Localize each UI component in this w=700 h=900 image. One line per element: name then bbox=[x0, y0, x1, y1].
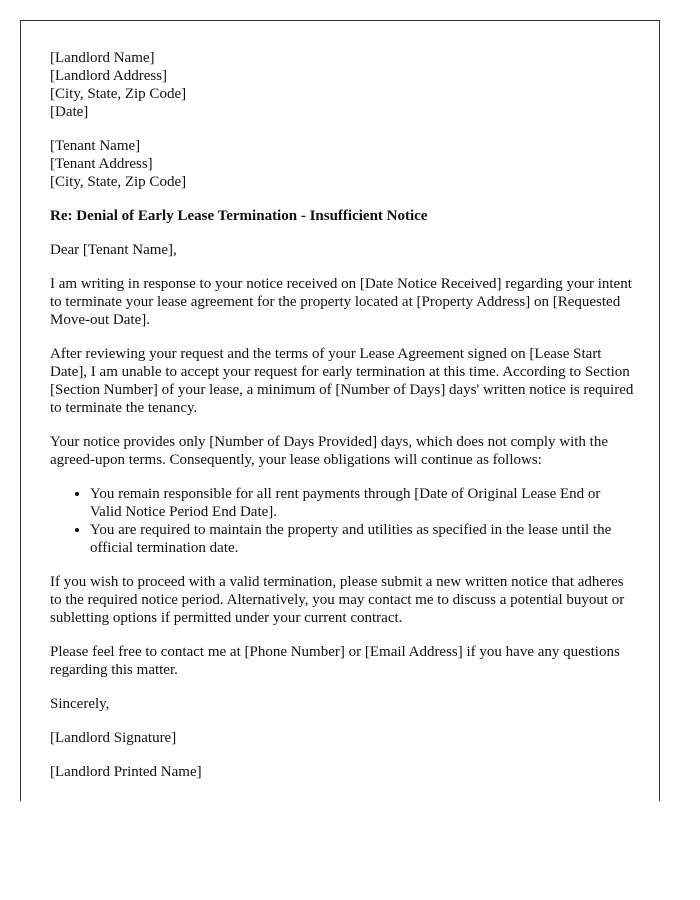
closing-paragraph-1: If you wish to proceed with a valid termination, please submit a new written notice that adheres to the required notice period. Alternatively, you may contact me to discuss a potential buyout or subletting options if permitted under your current contract. bbox=[50, 574, 625, 626]
sender-city-state-zip: [City, State, Zip Code] bbox=[50, 86, 187, 102]
recipient-name: [Tenant Name] bbox=[50, 138, 141, 154]
obligations-list bbox=[50, 485, 635, 557]
recipient-address: [Tenant Address] bbox=[50, 156, 153, 172]
sender-name: [Landlord Name] bbox=[50, 50, 155, 66]
list-item: • You are required to maintain the property and utilities as specified in the lease until the official termination date. bbox=[90, 521, 635, 557]
closing-salutation: Sincerely, bbox=[50, 696, 110, 712]
body-paragraph-1: I am writing in response to your notice received on [Date Notice Received] regarding your intent to terminate your lease agreement for the property located at [Property Address] on [Requested Move-out Date]. bbox=[50, 276, 632, 328]
recipient-city-state-zip: [City, State, Zip Code] bbox=[50, 174, 187, 190]
printed-name: [Landlord Printed Name] bbox=[50, 764, 202, 780]
body-paragraph-3: Your notice provides only [Number of Days Provided] days, which does not comply with the agreed-upon terms. Consequently, your lease obligations will continue as follows: bbox=[50, 434, 608, 468]
list-item: • You remain responsible for all rent payments through [Date of Original Lease End or Valid Notice Period End Date]. bbox=[90, 485, 635, 521]
recipient-address-block bbox=[50, 137, 635, 191]
letter-content bbox=[50, 49, 635, 797]
subject-line: Re: Denial of Early Lease Termination - Insufficient Notice bbox=[50, 208, 428, 224]
salutation: Dear [Tenant Name], bbox=[50, 242, 177, 258]
closing-paragraph-2: Please feel free to contact me at [Phone Number] or [Email Address] if you have any questions regarding this matter. bbox=[50, 644, 620, 678]
body-paragraph-2: After reviewing your request and the terms of your Lease Agreement signed on [Lease Start Date], I am unable to accept your request for early termination at this time. According to Section [Section Number] of your lease, a minimum of [Number of Days] days' written notice is required to terminate the tenancy. bbox=[50, 346, 634, 416]
sender-address-block bbox=[50, 49, 635, 121]
sender-address: [Landlord Address] bbox=[50, 68, 168, 84]
signature-placeholder: [Landlord Signature] bbox=[50, 730, 177, 746]
letter-date: [Date] bbox=[50, 104, 89, 120]
letter-page bbox=[20, 20, 660, 801]
